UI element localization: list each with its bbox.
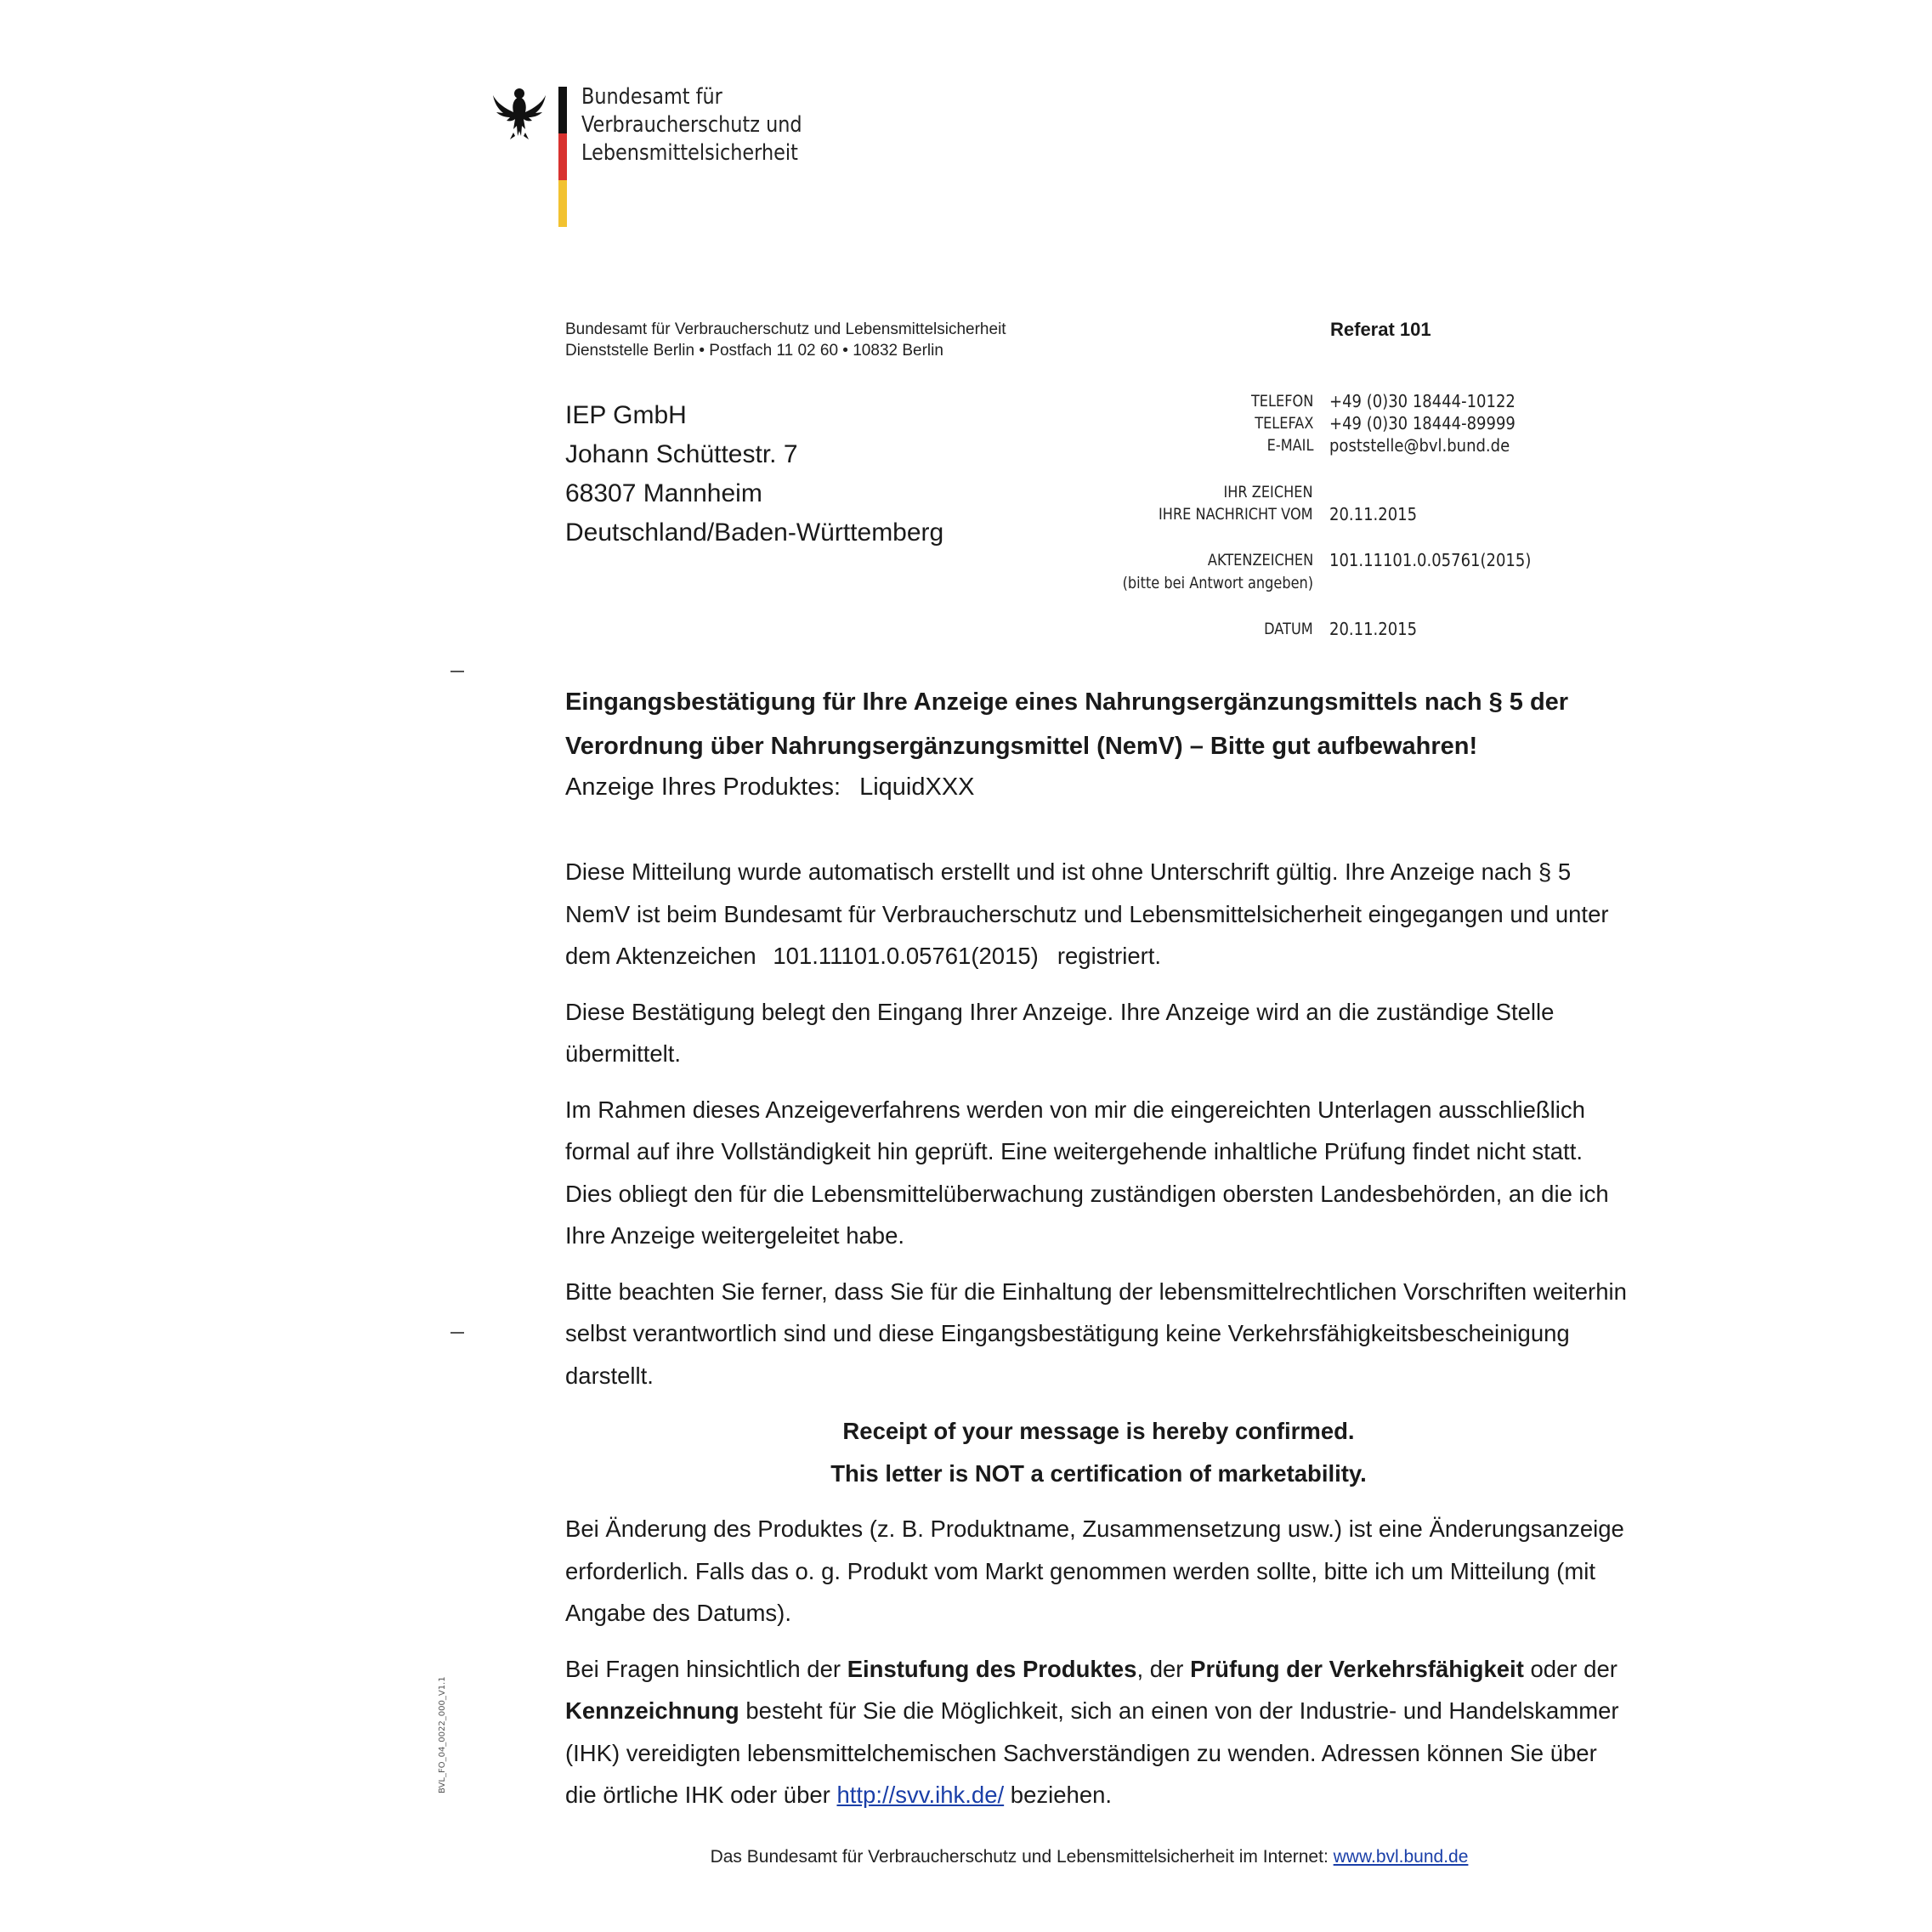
notice-line: Receipt of your message is hereby confirmed. bbox=[842, 1418, 1355, 1444]
emphasis-text: Kennzeichnung bbox=[565, 1697, 739, 1724]
federal-color-stripe bbox=[558, 87, 567, 227]
datum-label: DATUM bbox=[1264, 620, 1313, 638]
fold-mark bbox=[450, 671, 464, 672]
stripe-red bbox=[558, 133, 567, 180]
file-reference: 101.11101.0.05761(2015) bbox=[773, 943, 1039, 969]
logo-line: Verbraucherschutz und bbox=[581, 112, 802, 138]
body-text: , der bbox=[1136, 1655, 1184, 1682]
body-paragraph bbox=[565, 1648, 1632, 1816]
stripe-gold bbox=[558, 180, 567, 227]
agency-logo-text bbox=[581, 83, 802, 167]
aktenzeichen-value: 101.11101.0.05761(2015) bbox=[1329, 550, 1532, 570]
telefon-label: TELEFON bbox=[1250, 392, 1313, 411]
department-label: Referat 101 bbox=[1330, 319, 1431, 340]
recipient-line: Deutschland/Baden-Württemberg bbox=[565, 518, 944, 547]
logo-line: Bundesamt für bbox=[581, 84, 722, 110]
federal-eagle-icon bbox=[491, 85, 547, 141]
body-text: Bei Fragen hinsichtlich der bbox=[565, 1655, 841, 1682]
body-text: beziehen. bbox=[1010, 1782, 1113, 1808]
body-text: oder der bbox=[1530, 1655, 1618, 1682]
body-text: Diese Mitteilung wurde automatisch erstellt und ist ohne Unterschrift gültig. Ihre Anzeige nach § 5 NemV ist beim Bundesamt für Verbraucherschutz und Lebensmittelsicherheit eingegangen und unter dem Aktenzeichen bbox=[565, 858, 1609, 969]
product-line bbox=[565, 768, 975, 806]
product-label: Anzeige Ihres Produktes: bbox=[565, 773, 841, 801]
email-value: poststelle@bvl.bund.de bbox=[1329, 435, 1510, 456]
body-paragraph: Diese Bestätigung belegt den Eingang Ihrer Anzeige. Ihre Anzeige wird an die zuständige Stelle übermittelt. bbox=[565, 998, 1555, 1067]
recipient-line: 68307 Mannheim bbox=[565, 479, 762, 507]
bvl-website-link[interactable]: www.bvl.bund.de bbox=[1333, 1847, 1469, 1867]
body-text: besteht für Sie die Möglichkeit, sich an einen von der Industrie- und Handelskammer (IHK) vereidigten lebensmittelchemischen Sachverständigen zu wenden. Adressen können Sie über die örtliche IHK oder über bbox=[565, 1697, 1619, 1808]
recipient-address bbox=[565, 396, 943, 552]
body-paragraph bbox=[565, 851, 1632, 977]
footer-text: Das Bundesamt für Verbraucherschutz und Lebensmittelsicherheit im Internet: bbox=[710, 1847, 1329, 1867]
telefax-value: +49 (0)30 18444-89999 bbox=[1329, 413, 1516, 433]
aktenzeichen-label: AKTENZEICHEN bbox=[1207, 551, 1313, 569]
english-notice bbox=[565, 1410, 1632, 1494]
sender-line: Bundesamt für Verbraucherschutz und Lebensmittelsicherheit bbox=[565, 320, 1006, 338]
fold-mark bbox=[450, 1332, 464, 1334]
telefon-value: +49 (0)30 18444-10122 bbox=[1329, 391, 1516, 411]
ihr-zeichen-label: IHR ZEICHEN bbox=[1223, 483, 1313, 501]
emphasis-text: Einstufung des Produktes bbox=[847, 1655, 1137, 1682]
stripe-black bbox=[558, 87, 567, 133]
recipient-line: Johann Schüttestr. 7 bbox=[565, 440, 798, 468]
svv-ihk-link[interactable]: http://svv.ihk.de/ bbox=[836, 1782, 1005, 1808]
ihre-nachricht-label: IHRE NACHRICHT VOM bbox=[1159, 505, 1313, 524]
email-label: E-MAIL bbox=[1266, 436, 1313, 455]
body-paragraph: Bei Änderung des Produktes (z. B. Produktname, Zusammensetzung usw.) ist eine Änderungsanzeige erforderlich. Falls das o. g. Produkt vom Markt genommen werden sollte, bitte ich um Mitteilung (mit Angabe des Datums). bbox=[565, 1516, 1624, 1626]
recipient-line: IEP GmbH bbox=[565, 401, 687, 429]
ihre-nachricht-value: 20.11.2015 bbox=[1329, 504, 1418, 524]
aktenzeichen-note: (bitte bei Antwort angeben) bbox=[1122, 574, 1313, 592]
telefax-label: TELEFAX bbox=[1254, 414, 1313, 433]
logo-line: Lebensmittelsicherheit bbox=[581, 140, 798, 166]
sender-line: Dienststelle Berlin • Postfach 11 02 60 • 10832 Berlin bbox=[565, 342, 943, 360]
body-text: registriert. bbox=[1057, 943, 1162, 969]
form-code: BVL_FO_04_0022_000_V1.1 bbox=[438, 1676, 447, 1793]
body-paragraph: Bitte beachten Sie ferner, dass Sie für die Einhaltung der lebensmittelrechtlichen Vorschriften weiterhin selbst verantwortlich sind und diese Eingangsbestätigung keine Verkehrsfähigkeitsbescheinigung darstellt. bbox=[565, 1278, 1627, 1389]
body-paragraph: Im Rahmen dieses Anzeigeverfahrens werden von mir die eingereichten Unterlagen ausschließlich formal auf ihre Vollständigkeit hin geprüft. Eine weitergehende inhaltliche Prüfung findet nicht statt. Dies obliegt den für die Lebensmittelüberwachung zuständigen obersten Landesbehörden, an die ich Ihre Anzeige weitergeleitet habe. bbox=[565, 1096, 1609, 1249]
letter-footer bbox=[0, 1847, 1932, 1867]
emphasis-text: Prüfung der Verkehrsfähigkeit bbox=[1190, 1655, 1524, 1682]
letter-body bbox=[565, 851, 1632, 1830]
datum-value: 20.11.2015 bbox=[1329, 619, 1418, 639]
notice-line: This letter is NOT a certification of marketability. bbox=[830, 1459, 1367, 1487]
product-name: LiquidXXX bbox=[859, 773, 975, 801]
sender-address bbox=[565, 319, 1006, 361]
letter-subject: Eingangsbestätigung für Ihre Anzeige eines Nahrungsergänzungsmittels nach § 5 der Verordnung über Nahrungsergänzungsmittel (NemV) – Bitte gut aufbewahren! bbox=[565, 688, 1569, 760]
